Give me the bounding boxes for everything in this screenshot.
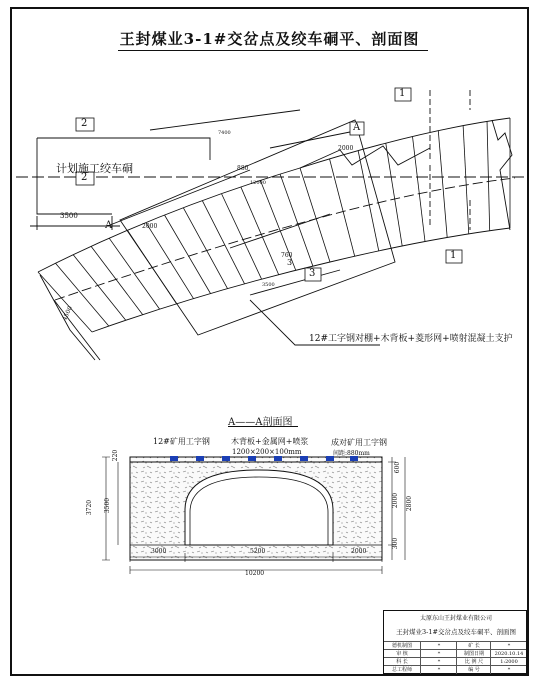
dim-2000-left: 2000 [142,223,158,230]
title-block-company: 太原东山王封煤业有限公司 [419,615,492,622]
marker-1-top: 1 [399,88,406,99]
tb-cell: 科 长 [396,659,408,665]
tb-cell: 比 例 尺 [456,658,491,666]
tb-cell: 编 号 [456,666,491,674]
tb-cell: * [420,658,457,666]
tb-cell: 总工程师 [391,667,412,673]
dim-right-2000: 2000 [392,492,400,509]
title-block-drawing-title: 王封煤业3-1#交岔点及绞车硐平、剖面图 [396,628,516,636]
tb-cell: 审 核 [396,651,408,657]
section-title: A——A剖面图 [228,417,293,428]
marker-2-top: 2 [81,118,88,129]
tb-cell: 2020.10.14 [490,650,527,658]
support-note: 12#工字钢对棚+木背板+菱形网+喷射混凝土支护 [309,334,513,344]
dim-12000: 12000 [250,180,266,186]
dim-left-3720: 3720 [86,499,94,516]
dim-bottom-5200: 5200 [250,548,266,555]
marker-2-bottom: 2 [81,172,88,183]
dim-right-600: 600 [394,461,402,474]
dim-left-3500: 3500 [104,497,112,514]
section-arch-opening [185,470,333,545]
section-label-board-size: 1200×200×100mm [232,448,302,456]
dim-7400: 7400 [218,130,231,136]
dim-left-220: 220 [112,449,120,462]
tb-cell: 制图日期 [456,650,491,658]
tb-cell: * [420,642,457,650]
drawing-title: 王封煤业3-1#交岔点及绞车硐平、剖面图 [119,30,420,48]
tb-cell: 1:2000 [490,658,527,666]
dim-right-300: 300 [392,537,400,550]
dim-3500: 3500 [60,212,78,220]
marker-a-left: A [105,220,113,231]
marker-1-bottom: 1 [450,250,457,261]
section-label-board: 木背板+金属网+喷浆 [231,437,309,446]
dim-4500: 4500 [61,305,75,322]
dim-760: 760 [281,252,293,259]
marker-a-right: A [353,122,361,133]
tb-cell: 德机制图 [391,643,412,649]
tb-cell: * [490,666,527,674]
section-label-steel: 12#矿用工字钢 [153,437,210,446]
dim-3500b: 3500 [262,282,275,288]
section-label-paired: 成对矿用工字钢 [331,438,387,447]
planned-chamber-label: 计划施工绞车硐 [56,162,133,175]
marker-3-left: 3 [309,268,316,279]
dim-bottom-3000: 3000 [151,548,167,555]
title-block-row [384,665,526,674]
tb-cell: * [490,642,527,650]
dim-2000-top: 2000 [338,145,354,152]
marker-3-right: 3 [287,258,293,267]
dim-bottom-2000: 2000 [351,548,367,555]
dim-right-2800: 2800 [406,495,414,512]
tb-cell: * [420,650,457,658]
tb-cell: 矿 长 [456,642,491,650]
section-label-spacing: 间距:880mm [333,450,370,457]
dim-total: 10200 [245,570,265,577]
dim-880: 880 [237,165,249,172]
tb-cell: * [420,666,457,674]
title-block [383,610,527,674]
